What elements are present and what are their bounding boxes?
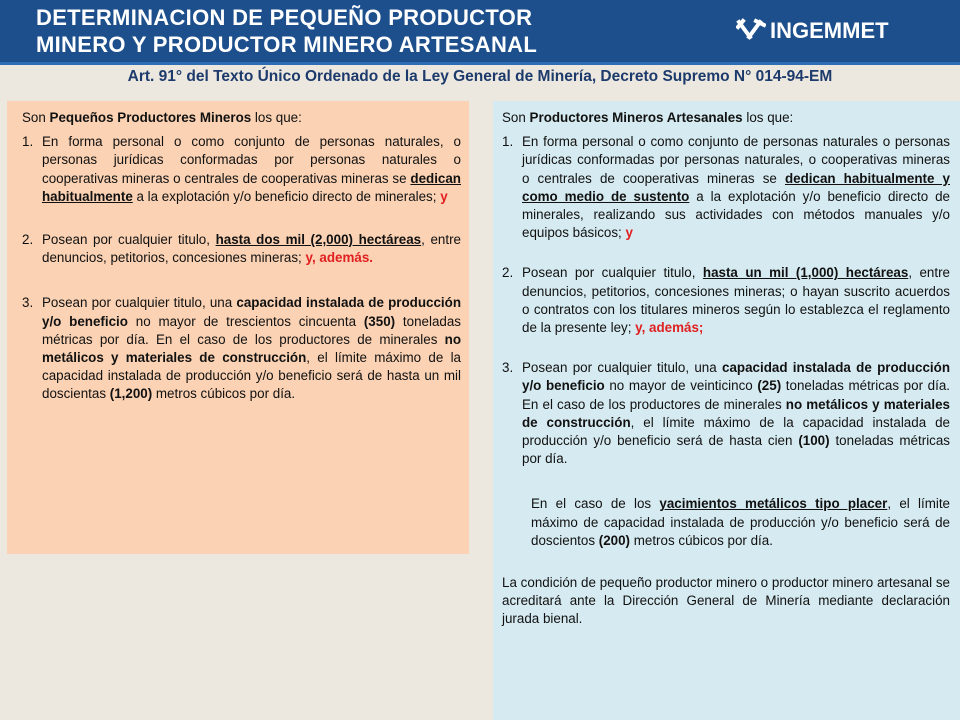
logo-text: INGEMMET <box>770 18 889 43</box>
right-note-placer: En el caso de los yacimientos metálicos tipo placer, el límite máximo de capacidad instalada de producción y/o beneficio será de doscientos (200) metros cúbicos por día. <box>531 496 950 548</box>
ingemmet-logo <box>736 14 889 48</box>
left-item-3: 3. Posean por cualquier titulo, una capacidad instalada de producción y/o beneficio no mayor de trescientos cincuenta (350) toneladas métricas por día. En el caso de los productores de minerales no metálicos y materiales de construcción, el límite máximo de la capacidad instalada de producción y/o beneficio será de hasta un mil doscientas (1,200) metros cúbicos por día. <box>22 295 462 402</box>
right-note-condicion: La condición de pequeño productor minero o productor minero artesanal se acreditará ante la Dirección General de Minería mediante declaración jurada bienal. <box>502 575 950 627</box>
page-title <box>36 4 537 58</box>
header-banner <box>0 0 960 65</box>
right-item-2: 2. Posean por cualquier titulo, hasta un mil (1,000) hectáreas, entre denuncios, petitorios, concesiones mineras; o hayan suscrito acuerdos o contratos con los titulares mineros según lo establezca el reglamento de la presente ley; y, además; <box>502 265 950 336</box>
right-item-3: 3. Posean por cualquier titulo, una capacidad instalada de producción y/o beneficio no mayor de veinticinco (25) toneladas métricas por día. En el caso de los productores de minerales no metálicos y materiales de construcción, el límite máximo de la capacidad instalada de producción y/o beneficio será de hasta cien (100) toneladas métricas por día. <box>502 360 951 467</box>
title-line-2: MINERO Y PRODUCTOR MINERO ARTESANAL <box>36 32 538 57</box>
left-panel-pequenos-productores <box>7 101 469 554</box>
pick-hammer-icon <box>736 18 766 44</box>
left-intro: Son Pequeños Productores Mineros los que: <box>22 110 302 125</box>
right-intro: Son Productores Mineros Artesanales los que: <box>502 110 794 125</box>
right-panel-productores-artesanales <box>493 101 960 720</box>
left-item-2: 2. Posean por cualquier titulo, hasta dos mil (2,000) hectáreas, entre denuncios, petitorios, concesiones mineras; y, además. <box>22 232 461 266</box>
left-item-1: 1. En forma personal o como conjunto de personas naturales, o personas jurídicas conformadas por personas naturales o cooperativas mineras o centrales de cooperativas mineras se dedican habitualmente a la explotación y/o beneficio directo de minerales; y <box>22 134 461 204</box>
subtitle: Art. 91° del Texto Único Ordenado de la Ley General de Minería, Decreto Supremo N° 014-94-EM <box>127 68 833 85</box>
right-item-1: 1. En forma personal o como conjunto de personas naturales o personas jurídicas conformadas por personas naturales, o cooperativas mineras o centrales de cooperativas mineras se dedican habitualmente y como medio de sustento a la explotación y/o beneficio directo de minerales, realizando sus actividades con métodos manuales y/o equipos básicos; y <box>502 134 950 241</box>
title-line-1: DETERMINACION DE PEQUEÑO PRODUCTOR <box>36 5 533 30</box>
